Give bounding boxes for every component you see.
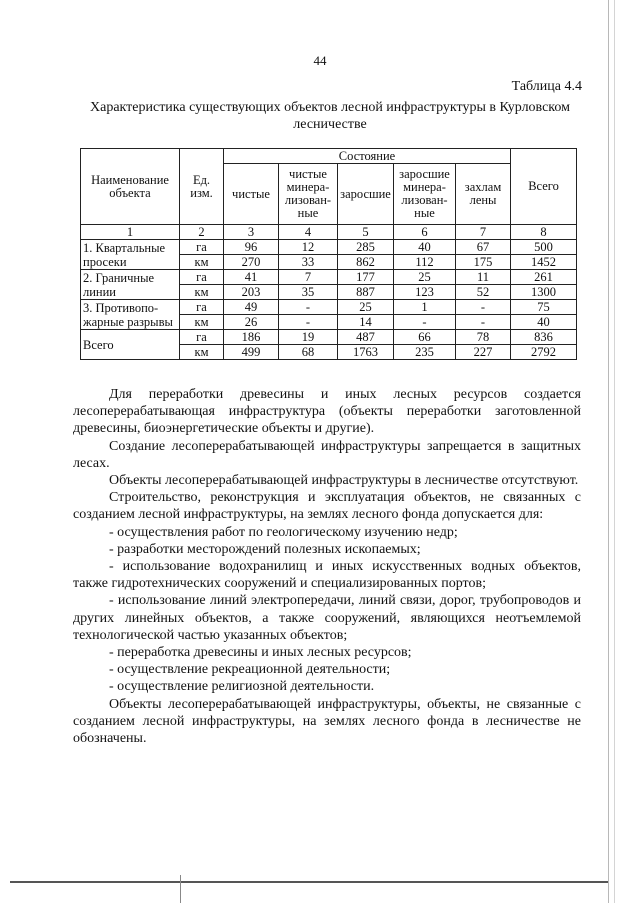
- cell: 1763: [338, 345, 394, 360]
- cell: 123: [394, 285, 456, 300]
- row-unit: га: [180, 270, 224, 285]
- list-item: - осуществление религиозной деятельности.: [109, 679, 375, 695]
- cell: -: [279, 300, 338, 315]
- paragraph: Для переработки древесины и иных лесных ресурсов создается лесоперерабатывающая инфраструктура (объекты переработки заготовленной древесины, биоэнергетические объекты и другие).: [73, 387, 581, 437]
- bottom-tick: [180, 875, 181, 903]
- paragraph: Строительство, реконструкция и эксплуатация объектов, не связанных с созданием лесной инфраструктуры, на землях лесного фонда допускается для:: [73, 490, 581, 523]
- cell: 33: [279, 255, 338, 270]
- list-item: - переработка древесины и иных лесных ресурсов;: [109, 645, 412, 661]
- table-row: [81, 270, 577, 285]
- cell: 19: [279, 330, 338, 345]
- cell: 49: [224, 300, 279, 315]
- row-unit: га: [180, 240, 224, 255]
- header-col-overgrown: заросшие: [338, 164, 394, 225]
- cell: 52: [456, 285, 511, 300]
- col-number: 1: [81, 225, 180, 240]
- scan-edge-line-secondary: [614, 0, 615, 903]
- cell: 177: [338, 270, 394, 285]
- cell: 11: [456, 270, 511, 285]
- cell: 500: [511, 240, 577, 255]
- cell: 887: [338, 285, 394, 300]
- cell: 1: [394, 300, 456, 315]
- list-item: - осуществление рекреационной деятельности;: [109, 662, 391, 678]
- cell: 285: [338, 240, 394, 255]
- row-unit: км: [180, 315, 224, 330]
- cell: 203: [224, 285, 279, 300]
- cell: -: [279, 315, 338, 330]
- cell: 14: [338, 315, 394, 330]
- cell: 25: [394, 270, 456, 285]
- cell: 112: [394, 255, 456, 270]
- header-unit: Ед. изм.: [180, 149, 224, 225]
- col-number: 7: [456, 225, 511, 240]
- header-col-littered: захлам лены: [456, 164, 511, 225]
- table-label: Таблица 4.4: [511, 79, 582, 94]
- table-title: Характеристика существующих объектов лесной инфраструктуры в Курловском лесничестве: [90, 100, 570, 132]
- table-row: [81, 240, 577, 255]
- list-item: - разработки месторождений полезных ископаемых;: [109, 541, 421, 557]
- row-unit: км: [180, 345, 224, 360]
- header-col-overgrown-mineralized: заросшие минера-лизован-ные: [394, 164, 456, 225]
- col-number: 6: [394, 225, 456, 240]
- header-col-clean-mineralized: чистые минера-лизован-ные: [279, 164, 338, 225]
- cell: 2792: [511, 345, 577, 360]
- column-number-row: [81, 225, 577, 240]
- cell: 175: [456, 255, 511, 270]
- cell: 261: [511, 270, 577, 285]
- table-row-total: [81, 330, 577, 345]
- list-item: - осуществления работ по геологическому изучению недр;: [109, 524, 458, 540]
- paragraph: Объекты лесоперерабатывающей инфраструктуры в лесничестве отсутствуют.: [109, 473, 579, 489]
- cell: 186: [224, 330, 279, 345]
- cell: 12: [279, 240, 338, 255]
- col-number: 2: [180, 225, 224, 240]
- cell: -: [394, 315, 456, 330]
- row-name-total: Всего: [81, 330, 180, 360]
- paragraph: Объекты лесоперерабатывающей инфраструктуры, объекты, не связанные с созданием лесной инфраструктуры, на землях лесного фонда в лесничестве не обозначены.: [73, 696, 581, 747]
- cell: 7: [279, 270, 338, 285]
- page-number: 44: [313, 53, 327, 68]
- cell: 499: [224, 345, 279, 360]
- cell: 96: [224, 240, 279, 255]
- cell: 40: [394, 240, 456, 255]
- cell: 75: [511, 300, 577, 315]
- cell: 270: [224, 255, 279, 270]
- header-total: Всего: [511, 149, 577, 225]
- cell: 1300: [511, 285, 577, 300]
- cell: 67: [456, 240, 511, 255]
- cell: 78: [456, 330, 511, 345]
- cell: 40: [511, 315, 577, 330]
- row-unit: км: [180, 255, 224, 270]
- row-name-firebreaks: 3. Противопо-жарные разрывы: [81, 300, 180, 330]
- row-name-boundary-lines: 2. Граничные линии: [81, 270, 180, 300]
- cell: 26: [224, 315, 279, 330]
- row-unit: км: [180, 285, 224, 300]
- cell: 862: [338, 255, 394, 270]
- cell: 836: [511, 330, 577, 345]
- cell: 68: [279, 345, 338, 360]
- cell: 1452: [511, 255, 577, 270]
- cell: 235: [394, 345, 456, 360]
- infrastructure-table: [80, 148, 577, 360]
- cell: 25: [338, 300, 394, 315]
- col-number: 5: [338, 225, 394, 240]
- list-item: - использование водохранилищ и иных искусственных водных объектов, также гидротехнических сооружений и специализированных портов;: [73, 559, 581, 592]
- cell: 35: [279, 285, 338, 300]
- cell: 487: [338, 330, 394, 345]
- header-col-clean: чистые: [224, 164, 279, 225]
- col-number: 3: [224, 225, 279, 240]
- col-number: 8: [511, 225, 577, 240]
- cell: 66: [394, 330, 456, 345]
- body-text: [73, 386, 581, 747]
- bottom-rule: [10, 881, 608, 883]
- cell: -: [456, 315, 511, 330]
- col-number: 4: [279, 225, 338, 240]
- list-item: - использование линий электропередачи, линий связи, дорог, трубопроводов и других линейных объектов, а также сооружений, являющихся неотъемлемой технологической частью указанных объектов;: [73, 593, 581, 643]
- header-state: Состояние: [224, 149, 511, 164]
- header-name: Наименование объекта: [81, 149, 180, 225]
- cell: 227: [456, 345, 511, 360]
- scan-edge-line: [608, 0, 609, 903]
- paragraph: Создание лесоперерабатывающей инфраструктуры запрещается в защитных лесах.: [73, 438, 581, 471]
- table-row: [81, 300, 577, 315]
- row-unit: га: [180, 330, 224, 345]
- cell: -: [456, 300, 511, 315]
- row-name-quarter-clearings: 1. Квартальные просеки: [81, 240, 180, 270]
- row-unit: га: [180, 300, 224, 315]
- cell: 41: [224, 270, 279, 285]
